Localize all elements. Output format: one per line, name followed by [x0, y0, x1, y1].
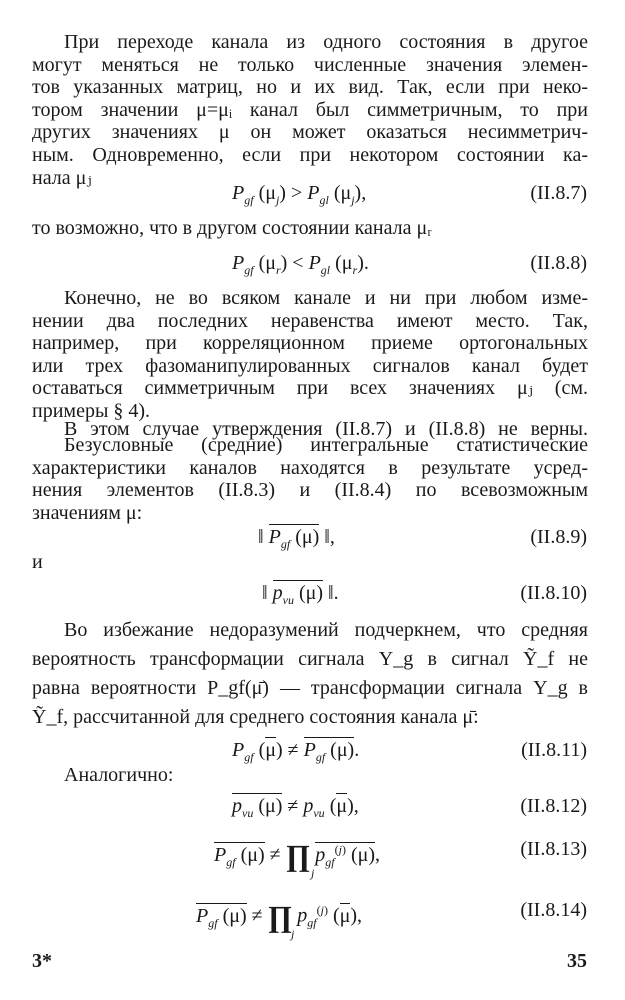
equation-formula: $P_{gf}$ $(\mu) \ne P_{gf}$ (μ).: [232, 739, 360, 764]
text-line: например, при корреляционном приеме ортогональных: [32, 332, 588, 355]
equation-formula: $P_{gf}$ (μ) ≠ ∏ $p_{gf}^{(j)}$ (μ),: [196, 900, 363, 934]
paragraph-2: [32, 217, 588, 240]
equation-formula: ‖ $p_{vu}$ (μ) ‖.: [262, 582, 339, 607]
text-line: тов указанных матриц, но и их вид. Так, если при неко-: [32, 76, 588, 99]
text-line: других значениях μ он может оказаться несимметрич-: [32, 121, 588, 144]
text-line: Во избежание недоразумений подчеркнем, что средняя: [64, 619, 588, 641]
paragraph-8: [32, 764, 588, 787]
paragraph-1: [32, 31, 588, 189]
text-line: равна вероятности P_gf(μ̄) — трансформации сигнала Y_g в: [32, 677, 588, 699]
text-line: характеристики каналов находятся в результате усред-: [32, 456, 588, 479]
equation-number: (II.8.10): [520, 582, 587, 604]
text-line: то возможно, что в другом состоянии канала μᵣ: [32, 217, 432, 239]
text-line: В этом случае утверждения (II.8.7) и (II.8.8) не верны.: [64, 418, 588, 440]
equation-formula: $P_{gf}$ (μ) ≠ ∏ $p_{gf}^{(j)}$ (μ),: [214, 839, 381, 873]
equation-number: (II.8.8): [530, 252, 587, 274]
text-line: Ỹ_f, рассчитанной для среднего состояния канала μ̄:: [32, 706, 479, 728]
text-line: ным. Одновременно, если при некотором состоянии ка-: [32, 143, 588, 166]
product-index: j: [311, 866, 315, 880]
text-line: примеры § 4).: [32, 399, 151, 422]
equation-formula: ‖ $P_{gf}$ (μ) ‖,: [258, 526, 335, 551]
text-line: Безусловные (средние) интегральные статистические: [64, 434, 588, 456]
equation-formula: $p_{vu}$ $(\mu) \ne p_{vu}$ (μ),: [232, 795, 359, 820]
equation-formula: $P_{gf}$ $(\mu_r) < P_{gl}$ $(\mu_r)$.: [232, 252, 369, 277]
text-line: Аналогично:: [64, 764, 174, 786]
page-number: 35: [567, 950, 587, 972]
text-line: и: [32, 551, 43, 573]
equation-number: (II.8.12): [520, 795, 587, 817]
text-line: При переходе канала из одного состояния в другое: [64, 31, 588, 53]
text-line: нении два последних неравенства имеют место. Так,: [32, 309, 588, 332]
text-line: могут меняться не только численные значения элемен-: [32, 53, 588, 76]
equation-number: (II.8.9): [530, 526, 587, 548]
equation-formula: $P_{gf}$ $(\mu_j) > P_{gl}$ $(\mu_j)$,: [232, 182, 367, 207]
product-index: j: [291, 927, 295, 941]
text-line: или трех фазоманипулированных сигналов канал будет: [32, 354, 588, 377]
text-line: вероятность трансформации сигнала Y_g в сигнал Ỹ_f не: [32, 648, 588, 670]
text-line: тором значении μ=μᵢ канал был симметричным, то при: [32, 98, 588, 121]
paragraph-7: [32, 616, 588, 732]
text-line: нения элементов (II.8.3) и (II.8.4) по всевозможным: [32, 479, 588, 502]
signature-mark: 3*: [32, 950, 52, 972]
paragraph-3: [32, 287, 588, 423]
text-line: значениям μ:: [32, 501, 143, 524]
text-line: нала μⱼ: [32, 166, 92, 189]
paragraph-6: [32, 551, 588, 574]
equation-number: (II.8.14): [520, 899, 587, 921]
equation-number: (II.8.7): [530, 182, 587, 204]
equation-number: (II.8.11): [521, 739, 587, 761]
text-line: оставаться симметричным при всех значениях μⱼ (см.: [32, 377, 588, 400]
equation-number: (II.8.13): [520, 838, 587, 860]
paragraph-5: [32, 434, 588, 524]
text-line: Конечно, не во всяком канале и ни при любом изме-: [64, 287, 588, 309]
